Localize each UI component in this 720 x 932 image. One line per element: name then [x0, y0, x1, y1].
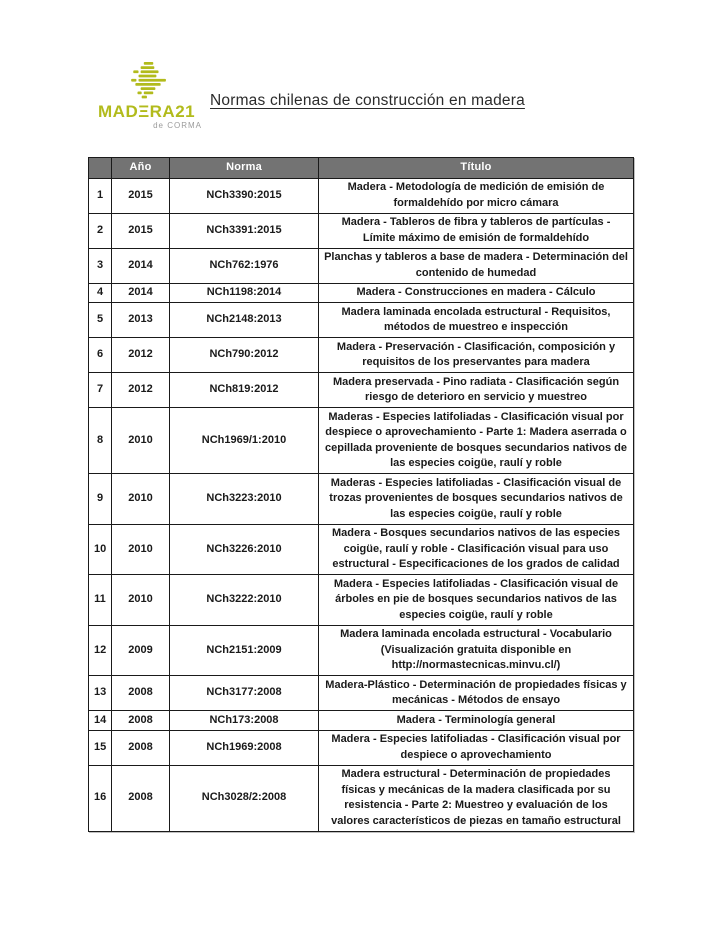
row-number-cell: 7 [89, 373, 112, 408]
norm-code-cell: NCh3390:2015 [170, 178, 319, 213]
norm-title-cell: Madera laminada encolada estructural - Vocabulario (Visualización gratuita disponible en http://normastecnicas.minvu.cl/) [319, 625, 634, 676]
table-row [89, 178, 634, 213]
table-row [89, 338, 634, 373]
row-number-cell: 10 [89, 524, 112, 575]
year-cell: 2012 [112, 373, 170, 408]
header-year: Año [112, 158, 170, 179]
norm-code-cell: NCh790:2012 [170, 338, 319, 373]
norm-code-cell: NCh3391:2015 [170, 213, 319, 248]
year-cell: 2008 [112, 765, 170, 831]
table-row [89, 474, 634, 525]
standards-table-body [89, 178, 634, 831]
year-cell: 2010 [112, 408, 170, 474]
standards-table [88, 157, 634, 832]
year-cell: 2014 [112, 283, 170, 303]
norm-title-cell: Madera estructural - Determinación de propiedades físicas y mecánicas de la madera clasificada por su resistencia - Parte 2: Muestreo y evaluación de los valores característicos de piezas en tamaño estructural [319, 765, 634, 831]
norm-code-cell: NCh2148:2013 [170, 303, 319, 338]
logo-brand-text: MADΞRA21 [98, 102, 196, 121]
norm-code-cell: NCh1969/1:2010 [170, 408, 319, 474]
header-norm: Norma [170, 158, 319, 179]
norm-code-cell: NCh173:2008 [170, 711, 319, 731]
row-number-cell: 13 [89, 676, 112, 711]
norm-code-cell: NCh3177:2008 [170, 676, 319, 711]
year-cell: 2013 [112, 303, 170, 338]
norm-code-cell: NCh3222:2010 [170, 575, 319, 626]
year-cell: 2010 [112, 524, 170, 575]
table-row [89, 303, 634, 338]
table-row [89, 408, 634, 474]
norm-title-cell: Madera - Bosques secundarios nativos de las especies coigüe, raulí y roble - Clasificación visual para uso estructural - Especificaciones de los grados de calidad [319, 524, 634, 575]
year-cell: 2010 [112, 474, 170, 525]
table-row [89, 524, 634, 575]
header-title: Título [319, 158, 634, 179]
table-header-row [89, 158, 634, 179]
year-cell: 2008 [112, 676, 170, 711]
norm-title-cell: Madera preservada - Pino radiata - Clasificación según riesgo de deterioro en servicio y muestreo [319, 373, 634, 408]
norm-code-cell: NCh1198:2014 [170, 283, 319, 303]
header-num [89, 158, 112, 179]
norm-code-cell: NCh762:1976 [170, 248, 319, 283]
row-number-cell: 14 [89, 711, 112, 731]
row-number-cell: 2 [89, 213, 112, 248]
year-cell: 2012 [112, 338, 170, 373]
year-cell: 2010 [112, 575, 170, 626]
row-number-cell: 16 [89, 765, 112, 831]
table-row [89, 575, 634, 626]
norm-title-cell: Madera - Especies latifoliadas - Clasificación visual por despiece o aprovechamiento [319, 730, 634, 765]
table-row [89, 283, 634, 303]
norm-title-cell: Madera - Preservación - Clasificación, composición y requisitos de los preservantes para madera [319, 338, 634, 373]
norm-title-cell: Madera - Tableros de fibra y tableros de partículas - Límite máximo de emisión de formaldehído [319, 213, 634, 248]
year-cell: 2015 [112, 213, 170, 248]
row-number-cell: 6 [89, 338, 112, 373]
norm-code-cell: NCh819:2012 [170, 373, 319, 408]
year-cell: 2009 [112, 625, 170, 676]
row-number-cell: 1 [89, 178, 112, 213]
row-number-cell: 11 [89, 575, 112, 626]
row-number-cell: 8 [89, 408, 112, 474]
logo-subtitle: de CORMA [153, 121, 202, 130]
norm-code-cell: NCh3028/2:2008 [170, 765, 319, 831]
table-row [89, 711, 634, 731]
norm-code-cell: NCh3223:2010 [170, 474, 319, 525]
norm-title-cell: Maderas - Especies latifoliadas - Clasificación visual de trozas provenientes de bosques secundarios nativos de las especies coigüe, raulí y roble [319, 474, 634, 525]
norm-code-cell: NCh2151:2009 [170, 625, 319, 676]
row-number-cell: 9 [89, 474, 112, 525]
norm-code-cell: NCh1969:2008 [170, 730, 319, 765]
year-cell: 2008 [112, 730, 170, 765]
table-row [89, 676, 634, 711]
tree-icon [126, 62, 170, 102]
table-row [89, 213, 634, 248]
year-cell: 2008 [112, 711, 170, 731]
row-number-cell: 4 [89, 283, 112, 303]
norm-title-cell: Madera - Metodología de medición de emisión de formaldehído por micro cámara [319, 178, 634, 213]
table-row [89, 765, 634, 831]
table-row [89, 730, 634, 765]
norm-title-cell: Maderas - Especies latifoliadas - Clasificación visual por despiece o aprovechamiento - Parte 1: Madera aserrada o cepillada proveniente de bosques secundarios nativos de las especies coigüe, raulí y roble [319, 408, 634, 474]
norm-title-cell: Madera - Especies latifoliadas - Clasificación visual de árboles en pie de bosques secundarios nativos de las especies coigüe, raulí y roble [319, 575, 634, 626]
row-number-cell: 5 [89, 303, 112, 338]
norm-title-cell: Madera laminada encolada estructural - Requisitos, métodos de muestreo e inspección [319, 303, 634, 338]
norm-title-cell: Madera-Plástico - Determinación de propiedades físicas y mecánicas - Métodos de ensayo [319, 676, 634, 711]
norm-code-cell: NCh3226:2010 [170, 524, 319, 575]
row-number-cell: 3 [89, 248, 112, 283]
page-title: Normas chilenas de construcción en madera [210, 92, 525, 109]
madera21-logo [98, 60, 208, 138]
table-row [89, 625, 634, 676]
norm-title-cell: Planchas y tableros a base de madera - Determinación del contenido de humedad [319, 248, 634, 283]
row-number-cell: 15 [89, 730, 112, 765]
norm-title-cell: Madera - Construcciones en madera - Cálculo [319, 283, 634, 303]
year-cell: 2014 [112, 248, 170, 283]
table-row [89, 248, 634, 283]
norm-title-cell: Madera - Terminología general [319, 711, 634, 731]
table-row [89, 373, 634, 408]
year-cell: 2015 [112, 178, 170, 213]
row-number-cell: 12 [89, 625, 112, 676]
